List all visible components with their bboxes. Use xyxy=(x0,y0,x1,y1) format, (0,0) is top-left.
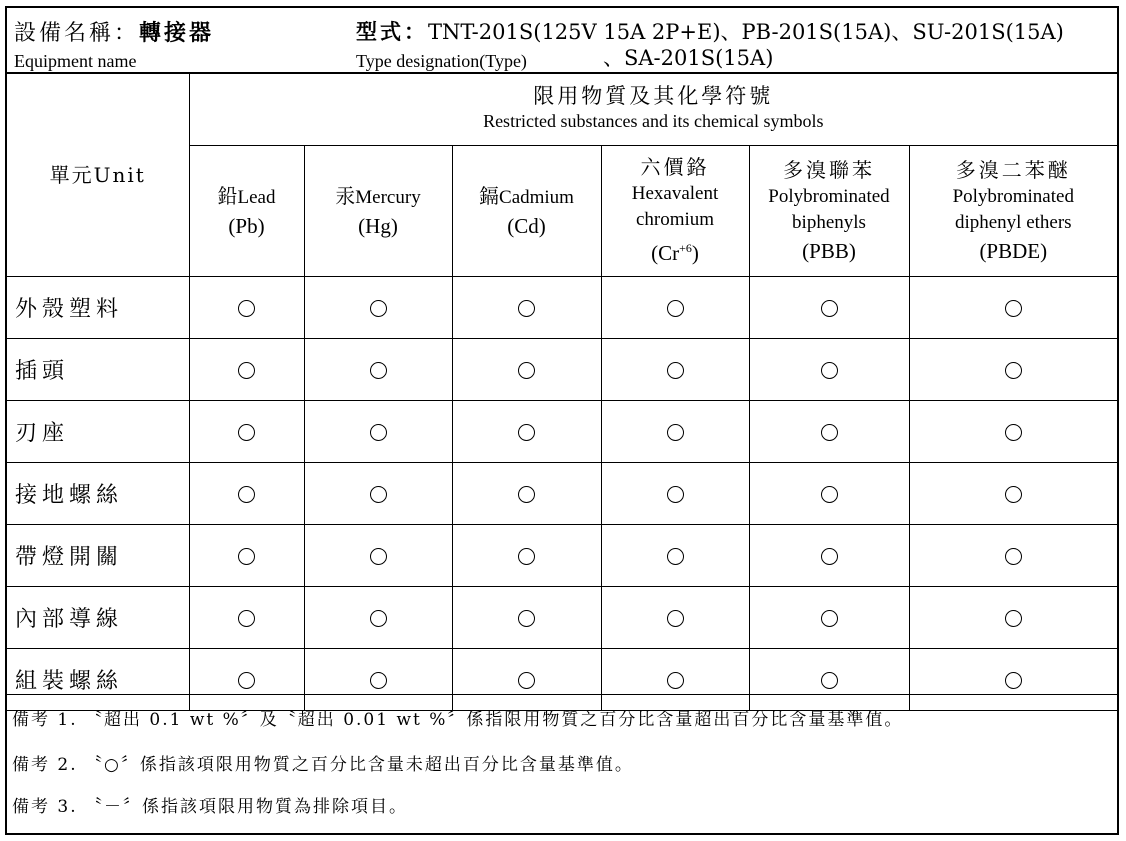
chromium-zh: 六價鉻 xyxy=(640,155,710,179)
unit-cell: 內部導線 xyxy=(7,586,189,648)
cadmium-symbol: (Cd) xyxy=(507,214,546,238)
mark-cell xyxy=(452,276,601,338)
circle-mark-icon xyxy=(667,610,684,627)
mark-cell xyxy=(909,586,1117,648)
mark-cell xyxy=(749,524,909,586)
circle-mark-icon xyxy=(1005,424,1022,441)
circle-mark-icon xyxy=(1005,610,1022,627)
circle-mark-icon xyxy=(238,300,255,317)
circle-mark-icon xyxy=(370,548,387,565)
circle-mark-icon xyxy=(518,362,535,379)
mark-cell xyxy=(189,338,304,400)
chromium-symbol-sup: +6 xyxy=(679,241,692,255)
mark-cell xyxy=(909,462,1117,524)
mark-cell xyxy=(452,338,601,400)
circle-mark-icon xyxy=(1005,672,1022,689)
mark-cell xyxy=(909,338,1117,400)
type-value-line2: 、SA-201S(15A) xyxy=(603,46,774,70)
table-row xyxy=(7,586,1117,648)
equipment-name-zh xyxy=(14,16,214,47)
unit-cell: 組裝螺絲 xyxy=(7,648,189,710)
circle-mark-icon xyxy=(1005,486,1022,503)
circle-mark-icon xyxy=(238,610,255,627)
unit-header: 單元Unit xyxy=(49,163,146,188)
notes-section xyxy=(7,694,1117,834)
mark-cell xyxy=(909,276,1117,338)
circle-mark-icon xyxy=(370,486,387,503)
mark-cell xyxy=(909,400,1117,462)
lead-symbol: (Pb) xyxy=(228,214,265,238)
mark-cell xyxy=(304,462,452,524)
table-row xyxy=(7,276,1117,338)
circle-mark-icon xyxy=(518,672,535,689)
chromium-en-1: Hexavalent xyxy=(631,183,719,204)
circle-mark-icon xyxy=(821,610,838,627)
table-header-row xyxy=(7,72,1117,145)
equipment-value: 轉接器 xyxy=(139,20,215,46)
circle-mark-icon xyxy=(667,424,684,441)
substance-hexavalent-chromium xyxy=(601,145,749,276)
lead-zh: 鉛 xyxy=(217,184,238,208)
circle-mark-icon xyxy=(1005,300,1022,317)
chromium-symbol-pre: (Cr xyxy=(651,241,680,265)
pbde-en-2: diphenyl ethers xyxy=(954,211,1072,233)
cadmium-zh: 鎘 xyxy=(479,184,500,208)
mark-cell xyxy=(601,400,749,462)
circle-mark-icon xyxy=(238,486,255,503)
circle-mark-icon xyxy=(1005,548,1022,565)
type-label-en: Type designation(Type) xyxy=(356,51,527,71)
pbde-en-1: Polybrominated xyxy=(952,185,1074,207)
pbde-symbol: (PBDE) xyxy=(979,238,1048,263)
circle-mark-icon xyxy=(518,300,535,317)
circle-mark-icon xyxy=(370,300,387,317)
table-row xyxy=(7,338,1117,400)
mark-cell xyxy=(189,462,304,524)
circle-mark-icon xyxy=(667,486,684,503)
mark-cell xyxy=(189,586,304,648)
mark-cell xyxy=(452,524,601,586)
circle-mark-icon xyxy=(370,672,387,689)
unit-cell: 刃座 xyxy=(7,400,189,462)
mark-cell xyxy=(601,338,749,400)
pbb-symbol: (PBB) xyxy=(802,238,856,263)
note-1: 備考 1. 〝超出 0.1 wt %〞及〝超出 0.01 wt %〞係指限用物質之百分比含量超出百分比含量基準值。 xyxy=(12,710,904,730)
mark-cell xyxy=(909,524,1117,586)
circle-mark-icon xyxy=(821,362,838,379)
chromium-symbol-post: ) xyxy=(691,241,699,265)
restricted-title-en: Restricted substances and its chemical symbols xyxy=(483,111,824,132)
unit-cell: 接地螺絲 xyxy=(7,462,189,524)
note-2: 備考 2. 〝○〞係指該項限用物質之百分比含量未超出百分比含量基準值。 xyxy=(12,755,634,775)
equipment-label: 設備名稱： xyxy=(14,21,140,46)
mark-cell xyxy=(189,524,304,586)
circle-mark-icon xyxy=(518,548,535,565)
substance-lead xyxy=(189,145,304,276)
unit-cell: 外殼塑料 xyxy=(7,276,189,338)
mark-cell xyxy=(601,586,749,648)
circle-mark-icon xyxy=(518,610,535,627)
lead-en: Lead xyxy=(237,187,276,208)
chromium-symbol xyxy=(602,233,749,268)
circle-mark-icon xyxy=(518,424,535,441)
circle-mark-icon xyxy=(370,610,387,627)
circle-mark-icon xyxy=(667,548,684,565)
pbb-en-2: biphenyls xyxy=(792,211,866,233)
mark-cell xyxy=(304,524,452,586)
pbb-en-1: Polybrominated xyxy=(768,185,890,207)
mark-cell xyxy=(749,586,909,648)
substance-pbb xyxy=(749,145,909,276)
circle-mark-icon xyxy=(821,672,838,689)
mark-cell xyxy=(189,400,304,462)
restricted-title-zh: 限用物質及其化學符號 xyxy=(533,84,774,109)
mark-cell xyxy=(601,276,749,338)
mark-cell xyxy=(601,524,749,586)
mark-cell xyxy=(749,338,909,400)
mark-cell xyxy=(304,338,452,400)
mercury-zh: 汞 xyxy=(335,184,356,208)
mark-cell xyxy=(304,276,452,338)
table-row xyxy=(7,524,1117,586)
mark-cell xyxy=(749,400,909,462)
circle-mark-icon xyxy=(238,424,255,441)
circle-mark-icon xyxy=(238,548,255,565)
mark-cell xyxy=(452,462,601,524)
mark-cell xyxy=(749,276,909,338)
circle-mark-icon xyxy=(238,362,255,379)
substance-pbde xyxy=(909,145,1117,276)
substance-table xyxy=(7,72,1117,711)
circle-mark-icon xyxy=(821,424,838,441)
circle-mark-icon xyxy=(238,672,255,689)
mark-cell xyxy=(304,586,452,648)
cadmium-en: Cadmium xyxy=(499,187,574,208)
mark-cell xyxy=(601,462,749,524)
circle-mark-icon xyxy=(370,424,387,441)
type-label: 型式： xyxy=(356,19,428,44)
mark-cell xyxy=(452,586,601,648)
circle-mark-icon xyxy=(1005,362,1022,379)
restricted-substances-header xyxy=(189,72,1117,145)
chromium-en-2: chromium xyxy=(635,209,715,230)
header-row xyxy=(7,8,1117,74)
pbb-zh: 多溴聯苯 xyxy=(783,157,875,182)
unit-cell: 插頭 xyxy=(7,338,189,400)
mercury-en: Mercury xyxy=(355,187,421,208)
table-row xyxy=(7,462,1117,524)
circle-mark-icon xyxy=(518,486,535,503)
circle-mark-icon xyxy=(370,362,387,379)
circle-mark-icon xyxy=(667,672,684,689)
circle-mark-icon xyxy=(667,300,684,317)
circle-mark-icon xyxy=(821,300,838,317)
mark-cell xyxy=(452,400,601,462)
mark-cell xyxy=(749,462,909,524)
equipment-label-en: Equipment name xyxy=(14,51,137,71)
mercury-symbol: (Hg) xyxy=(358,214,398,238)
unit-header-cell xyxy=(7,72,189,276)
substance-cadmium xyxy=(452,145,601,276)
circle-mark-icon xyxy=(821,486,838,503)
mark-cell xyxy=(304,400,452,462)
unit-cell: 帶燈開關 xyxy=(7,524,189,586)
note-3: 備考 3. 〝－〞係指該項限用物質為排除項目。 xyxy=(12,797,409,817)
pbde-zh: 多溴二苯醚 xyxy=(955,157,1071,182)
table-row xyxy=(7,400,1117,462)
mark-cell xyxy=(189,276,304,338)
circle-mark-icon xyxy=(821,548,838,565)
substance-mercury xyxy=(304,145,452,276)
circle-mark-icon xyxy=(667,362,684,379)
rohs-declaration-table xyxy=(5,6,1119,835)
type-value-line1: TNT-201S(125V 15A 2P+E)、PB-201S(15A)、SU-201S(15A) xyxy=(428,20,1064,44)
